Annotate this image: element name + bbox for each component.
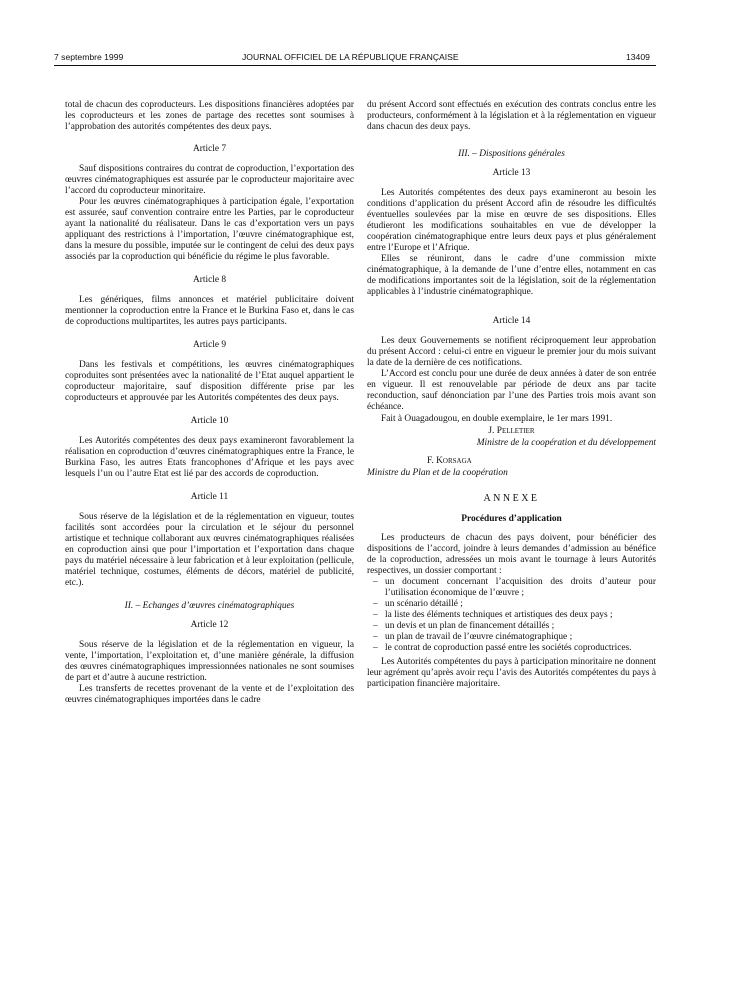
paragraph: Les transferts de recettes provenant de la vente et de l’exploitation des œuvres cinématographiques importées dans le cadre bbox=[65, 684, 354, 705]
paragraph: Les Autorités compétentes des deux pays examineront favorablement la réalisation en coproduction d’œuvres cinématographiques entre la France, le Burkina Faso, les autres Etats francophones d’Afrique et les pays avec lesquels l’un ou l’autre Etat est lié par des accords de coproduction. bbox=[65, 436, 354, 479]
paragraph: Elles se réuniront, dans le cadre d’une commission mixte cinématographique, à la demande de l’une d’entre elles, notamment en cas de modifications importantes soit de la législation, soit de la réglementation applicables à l’industrie cinématographique. bbox=[367, 254, 656, 297]
page-number: 13409 bbox=[626, 52, 650, 62]
page-date: 7 septembre 1999 bbox=[54, 52, 124, 62]
list-item: – la liste des éléments techniques et artistiques des deux pays ; bbox=[373, 610, 613, 620]
paragraph: Pour les œuvres cinématographiques à participation égale, l’exportation est assurée, sauf convention contraire entre les Parties, par le coproducteur ayant la nationalité du réalisateur. Dans le cas d’exportation vers un pays appliquant des restrictions à l’importation, l’œuvre cinématographique est, dans la mesure du possible, imputée sur le contingent de celui des deux pays associés par la coproduction qui bénéficie du régime le plus favorable. bbox=[65, 197, 354, 262]
journal-title: JOURNAL OFFICIEL DE LA RÉPUBLIQUE FRANÇAISE bbox=[242, 52, 459, 62]
signatory-name: J. Pelletier bbox=[488, 426, 535, 436]
list-item: – le contrat de coproduction passé entre les sociétés coproductrices. bbox=[373, 643, 632, 653]
article-heading: Article 12 bbox=[190, 620, 229, 630]
article-heading: Article 9 bbox=[192, 340, 227, 350]
paragraph: L’Accord est conclu pour une durée de deux années à dater de son entrée en vigueur. Il est renouvelable par période de deux ans par tacite reconduction, sauf dénonciation par l’une des Parties trois mois avant son échéance. bbox=[367, 369, 656, 412]
paragraph: Sous réserve de la législation et de la réglementation en vigueur, la vente, l’importation, l’exploitation et, d’une manière générale, la diffusion des œuvres cinématographiques impressionnées nationales ne sont soumises de part et d’autre à aucune restriction. bbox=[65, 640, 354, 683]
signatory-title: Ministre du Plan et de la coopération bbox=[367, 468, 508, 478]
signatory-name: F. Korsaga bbox=[427, 456, 472, 466]
paragraph: Sous réserve de la législation et de la réglementation en vigueur, toutes facilités sont accordées pour la circulation et le séjour du personnel artistique et technique collaborant aux œuvres cinématographiques réalisées en coproduction ainsi que pour l’importation et l’exportation dans chaque pays du matériel nécessaire à leur fabrication et à leur exploitation (pellicule, matériel technique, costumes, éléments de décors, matériel de publicité, etc.). bbox=[65, 512, 354, 588]
article-heading: Article 14 bbox=[492, 316, 531, 326]
header-rule bbox=[54, 65, 656, 66]
paragraph: Sauf dispositions contraires du contrat de coproduction, l’exportation des œuvres cinématographiques est assurée par le coproducteur majoritaire avec l’accord du coproducteur minoritaire. bbox=[65, 164, 354, 196]
paragraph: Les Autorités compétentes des deux pays examineront au besoin les conditions d’application du présent Accord afin de résoudre les difficultés éventuelles soulevées par la mise en œuvre de ses dispositions. Elles étudieront les modifications souhaitables en vue de développer la coopération cinématographique entre leurs deux pays et plus généralement entre l’Europe et l’Afrique. bbox=[367, 188, 656, 253]
article-heading: Article 10 bbox=[190, 416, 229, 426]
article-heading: Article 13 bbox=[492, 168, 531, 178]
procedures-heading: Procédures d’application bbox=[461, 514, 562, 524]
paragraph: Les deux Gouvernements se notifient réciproquement leur approbation du présent Accord : celui-ci entre en vigueur le premier jour du mois suivant la date de la dernière de ces notifications. bbox=[367, 336, 656, 368]
article-heading: Article 8 bbox=[192, 275, 227, 285]
article-heading: Article 7 bbox=[192, 144, 227, 154]
article-heading: Article 11 bbox=[190, 492, 229, 502]
paragraph: Les Autorités compétentes du pays à participation minoritaire ne donnent leur agrément qu’après avoir reçu l’avis des Autorités compétentes du pays à participation financière majoritaire. bbox=[367, 657, 656, 689]
left-column bbox=[65, 100, 354, 706]
list-item: – un scénario détaillé ; bbox=[373, 599, 463, 609]
paragraph: total de chacun des coproducteurs. Les dispositions financières adoptées par les coproducteurs et les zones de partage des recettes sont soumises à l’approbation des autorités compétentes des deux pays. bbox=[65, 100, 354, 132]
annex-heading: ANNEXE bbox=[483, 493, 540, 504]
list-item: – un document concernant l’acquisition des droits d’auteur pour l’utilisation économique de l’œuvre ; bbox=[373, 577, 656, 598]
right-column bbox=[367, 100, 656, 690]
section-heading: II. – Echanges d’œuvres cinématographiques bbox=[124, 601, 295, 611]
section-heading: III. – Dispositions générales bbox=[458, 149, 565, 159]
paragraph: Les producteurs de chacun des pays doivent, pour bénéficier des dispositions de l’accord, joindre à leurs demandes d’admission au bénéfice de la coproduction, adressées un mois avant le tournage à leurs Autorités respectives, un dossier comportant : bbox=[367, 533, 656, 576]
signing-statement: Fait à Ouagadougou, en double exemplaire, le 1er mars 1991. bbox=[381, 414, 613, 424]
paragraph: du présent Accord sont effectués en exécution des contrats conclus entre les producteurs, conformément à la législation et à la réglementation en vigueur dans chacun des deux pays. bbox=[367, 100, 656, 132]
paragraph: Les génériques, films annonces et matériel publicitaire doivent mentionner la coproduction entre la France et le Burkina Faso et, dans le cas de coproductions multipartites, les autres pays participants. bbox=[65, 295, 354, 327]
list-item: – un devis et un plan de financement détaillés ; bbox=[373, 621, 555, 631]
signatory-title: Ministre de la coopération et du développement bbox=[476, 438, 656, 448]
list-item: – un plan de travail de l’œuvre cinématographique ; bbox=[373, 632, 573, 642]
paragraph: Dans les festivals et compétitions, les œuvres cinématographiques coproduites sont présentées avec la nationalité de l’Etat auquel appartient le coproducteur majoritaire, sauf disposition différente prise par les coproducteurs et approuvée par les Autorités compétentes des deux pays. bbox=[65, 360, 354, 403]
